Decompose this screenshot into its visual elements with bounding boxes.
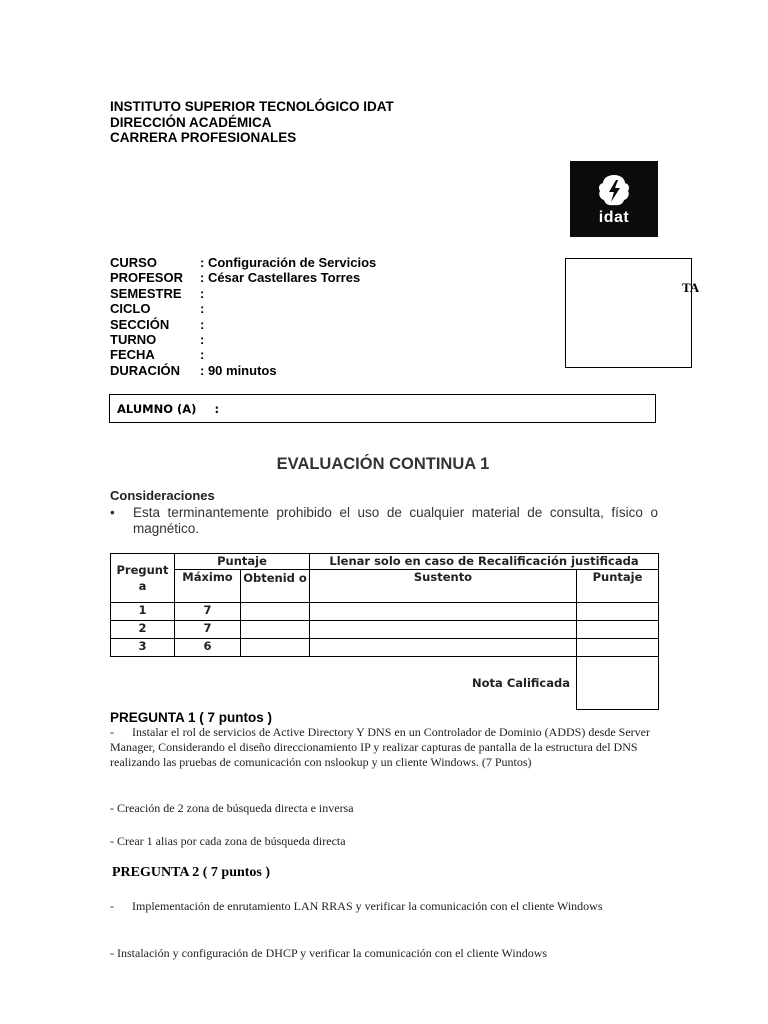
row-puntaje[interactable] xyxy=(577,621,659,639)
col-obtenido-header: Obtenid o xyxy=(241,570,310,603)
nota-row xyxy=(111,657,659,710)
question-2-item-1-wrapper xyxy=(110,899,630,914)
row-sustento[interactable] xyxy=(310,621,577,639)
col-maximo-header: Máximo xyxy=(175,570,241,603)
table-row xyxy=(111,603,659,621)
considerations-bullet xyxy=(110,505,658,536)
info-row-fecha xyxy=(110,347,376,362)
question-2-item-1: Implementación de enrutamiento LAN RRAS y verificar la comunicación con el cliente Windows xyxy=(132,899,603,913)
course-info xyxy=(110,255,376,378)
table-row xyxy=(111,639,659,657)
question-1-text: Instalar el rol de servicios de Active Directory Y DNS en un Controlador de Dominio (ADDS) desde Server Manager, Considerando el diseño direccionamiento IP y realizar capturas de pantalla de la estructura del DNS realizando las pruebas de comunicación con nslookup y un cliente Windows. (7 Puntos) xyxy=(110,725,650,769)
row-maximo: 7 xyxy=(175,603,241,621)
info-label: PROFESOR xyxy=(110,270,183,286)
row-obtenido[interactable] xyxy=(241,603,310,621)
idat-logo xyxy=(570,161,658,237)
row-maximo: 6 xyxy=(175,639,241,657)
info-label: SECCIÓN xyxy=(110,316,170,332)
info-row-duracion xyxy=(110,363,376,378)
brain-lightning-icon xyxy=(594,172,634,208)
row-puntaje[interactable] xyxy=(577,639,659,657)
row-maximo: 7 xyxy=(175,621,241,639)
nota-calificada-label: Nota Calificada xyxy=(472,676,570,691)
info-value: : xyxy=(200,301,205,317)
info-row-semestre xyxy=(110,286,376,301)
question-2-heading: PREGUNTA 2 ( 7 puntos ) xyxy=(112,865,271,880)
col-puntaje-header: Puntaje xyxy=(175,554,310,570)
info-value: : xyxy=(200,316,205,332)
info-row-seccion xyxy=(110,317,376,332)
career-label: CARRERA PROFESIONALES xyxy=(110,130,297,145)
student-name-box[interactable] xyxy=(109,394,656,423)
col-puntaje2-header: Puntaje xyxy=(577,570,659,603)
row-sustento[interactable] xyxy=(310,603,577,621)
institute-name: INSTITUTO SUPERIOR TECNOLÓGICO IDAT xyxy=(110,99,394,114)
question-1-heading: PREGUNTA 1 ( 7 puntos ) xyxy=(110,710,272,725)
row-pregunta: 3 xyxy=(111,639,175,657)
photo-box-label: TA xyxy=(682,280,700,295)
info-label: DURACIÓN xyxy=(110,362,181,378)
info-row-curso xyxy=(110,255,376,270)
info-value: : 90 minutos xyxy=(200,362,277,378)
info-value: : Configuración de Servicios xyxy=(200,255,377,270)
dash-icon: - xyxy=(110,899,114,913)
info-row-profesor xyxy=(110,270,376,285)
info-row-ciclo xyxy=(110,301,376,316)
institute-header xyxy=(110,99,394,146)
info-label: CURSO xyxy=(110,255,157,270)
student-value: : xyxy=(214,402,220,416)
question-2-item-2: - Instalación y configuración de DHCP y verificar la comunicación con el cliente Windows xyxy=(110,946,548,960)
info-value: : xyxy=(200,331,205,347)
col-sustento-header: Sustento xyxy=(310,570,577,603)
info-label: SEMESTRE xyxy=(110,285,182,301)
bullet-icon: • xyxy=(110,505,115,520)
info-label: TURNO xyxy=(110,331,157,347)
row-obtenido[interactable] xyxy=(241,621,310,639)
considerations-text: Esta terminantemente prohibido el uso de cualquier material de consulta, físico o magnético. xyxy=(133,505,658,536)
info-row-turno xyxy=(110,332,376,347)
student-label: ALUMNO (A) xyxy=(117,402,197,416)
academic-direction: DIRECCIÓN ACADÉMICA xyxy=(110,114,272,130)
row-pregunta: 1 xyxy=(111,603,175,621)
col-recalificacion-header: Llenar solo en caso de Recalificación justificada xyxy=(310,554,659,570)
grades-table xyxy=(110,553,659,710)
row-sustento[interactable] xyxy=(310,639,577,657)
question-1-item-2: - Crear 1 alias por cada zona de búsqueda directa xyxy=(110,834,346,848)
nota-calificada-box[interactable] xyxy=(577,657,659,710)
col-pregunta-header: Pregunt a xyxy=(111,554,175,603)
evaluation-title: EVALUACIÓN CONTINUA 1 xyxy=(276,455,490,473)
info-value: : xyxy=(200,285,205,301)
info-label: CICLO xyxy=(110,301,151,317)
evaluation-title-wrapper xyxy=(0,455,768,474)
info-label: FECHA xyxy=(110,347,155,363)
table-row xyxy=(111,621,659,639)
photo-box xyxy=(565,258,692,368)
logo-text: idat xyxy=(598,208,630,226)
question-1-intro xyxy=(110,725,650,770)
info-value: : xyxy=(200,347,205,363)
row-puntaje[interactable] xyxy=(577,603,659,621)
row-pregunta: 2 xyxy=(111,621,175,639)
dash-icon: - xyxy=(110,725,114,739)
info-value: : César Castellares Torres xyxy=(200,270,361,286)
considerations-heading: Consideraciones xyxy=(110,488,215,503)
row-obtenido[interactable] xyxy=(241,639,310,657)
question-1-item-1: - Creación de 2 zona de búsqueda directa e inversa xyxy=(110,801,354,815)
